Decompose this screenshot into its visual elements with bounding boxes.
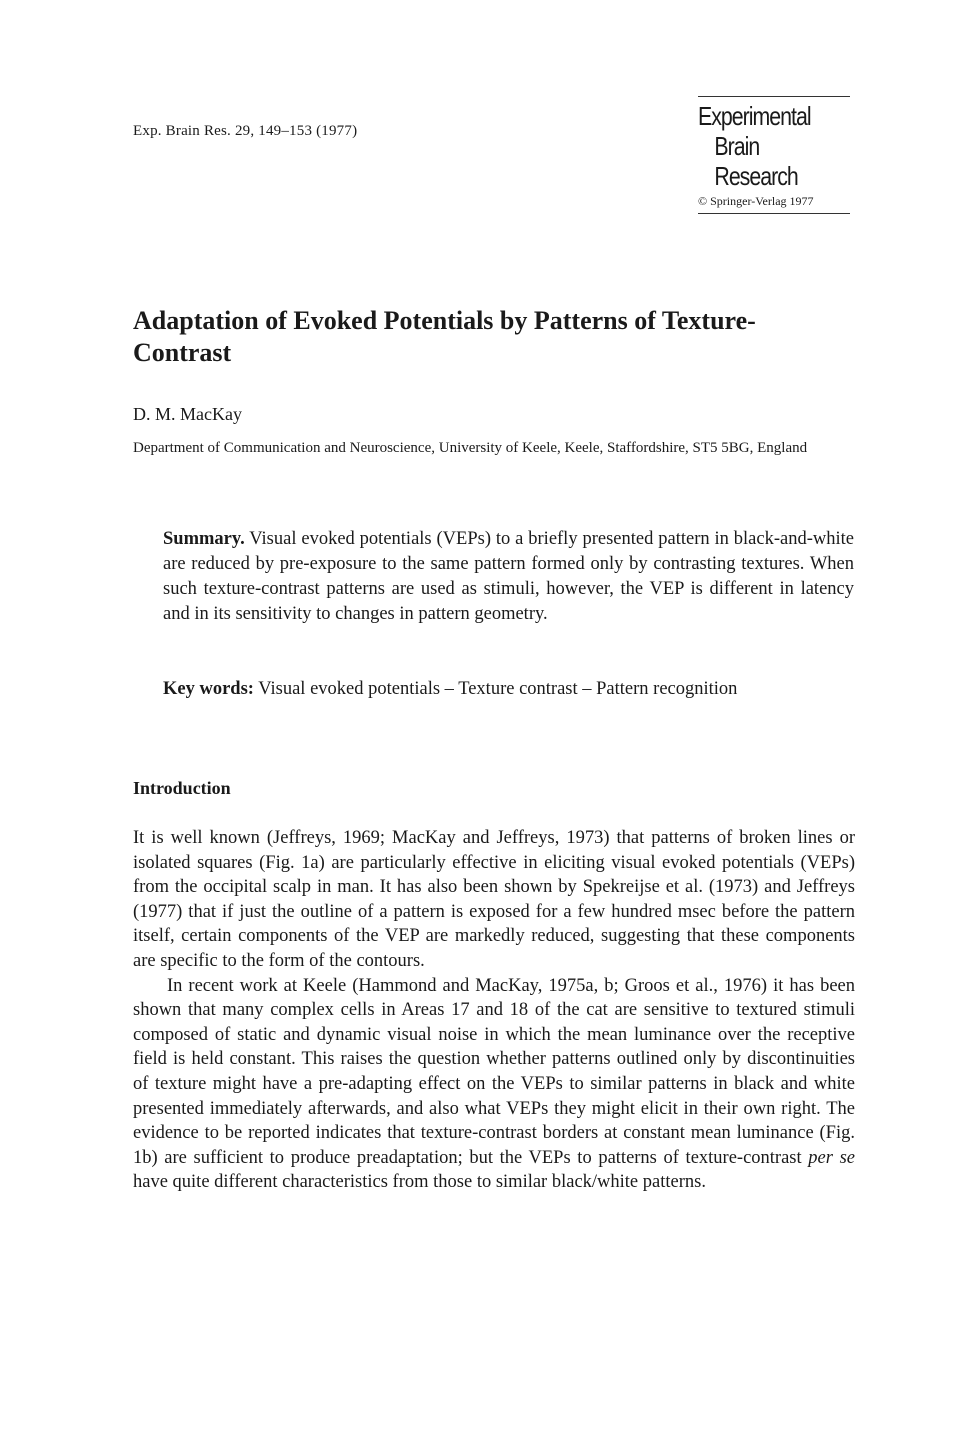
summary-block [163, 527, 854, 627]
journal-logo-block [698, 96, 850, 214]
top-rule [698, 96, 850, 97]
paragraph-2-text-end: have quite different characteristics from those to similar black/white patterns. [133, 1172, 706, 1193]
summary-text: Visual evoked potentials (VEPs) to a briefly presented pattern in black-and-white are reduced by pre-exposure to the same pattern formed only by contrasting textures. When such texture-contrast patterns are used as stimuli, however, the VEP is different in latency and in its sensitivity to changes in pattern geometry. [163, 529, 854, 624]
introduction-paragraph-1: It is well known (Jeffreys, 1969; MacKay and Jeffreys, 1973) that patterns of broken lines or isolated squares (Fig. 1a) are particularly effective in eliciting visual evoked potentials (VEPs) from the occipital scalp in man. It has also been shown by Spekreijse et al. (1973) and Jeffreys (1977) that if just the outline of a pattern is exposed for a few hundred msec before the pattern itself, certain components of the VEP are markedly reduced, suggesting that these components are specific to the form of the contours. [133, 828, 855, 971]
paragraph-2-text-start: In recent work at Keele (Hammond and MacKay, 1975a, b; Groos et al., 1976) it has been shown that many complex cells in Areas 17 and 18 of the cat are sensitive to textured stimuli composed of static and dynamic visual noise in which the mean luminance over the receptive field is held constant. This raises the question whether patterns outlined only by discontinuities of texture might have a pre-adapting effect on the VEPs to similar patterns in black and white presented immediately afterwards, and also what VEPs they might elicit in their own right. The evidence to be reported indicates that texture-contrast borders at constant mean luminance (Fig. 1b) are sufficient to produce preadaptation; but the VEPs to patterns of texture-contrast [133, 975, 855, 1168]
keywords-text: Visual evoked potentials – Texture contrast – Pattern recognition [258, 679, 738, 699]
author-name: D. M. MacKay [133, 404, 242, 424]
summary-label: Summary. [163, 529, 245, 549]
journal-name-line-1: Experimental [698, 101, 811, 131]
introduction-body [133, 826, 855, 1195]
author-affiliation: Department of Communication and Neuroscience, University of Keele, Keele, Staffordshire, ST5 5BG, England [133, 440, 808, 456]
journal-name-line-2: Brain [714, 131, 760, 161]
bottom-rule [698, 213, 850, 214]
keywords-label: Key words: [163, 679, 254, 699]
journal-name-line-3: Research [714, 161, 798, 191]
introduction-paragraph-2 [133, 974, 855, 1195]
paragraph-2-italic-term: per se [808, 1147, 855, 1168]
keywords-block [163, 677, 854, 702]
article-title: Adaptation of Evoked Potentials by Patterns of Texture-Contrast [133, 306, 756, 367]
journal-citation: Exp. Brain Res. 29, 149–153 (1977) [133, 123, 358, 139]
copyright-notice: © Springer-Verlag 1977 [698, 194, 814, 208]
section-heading-introduction: Introduction [133, 778, 231, 798]
